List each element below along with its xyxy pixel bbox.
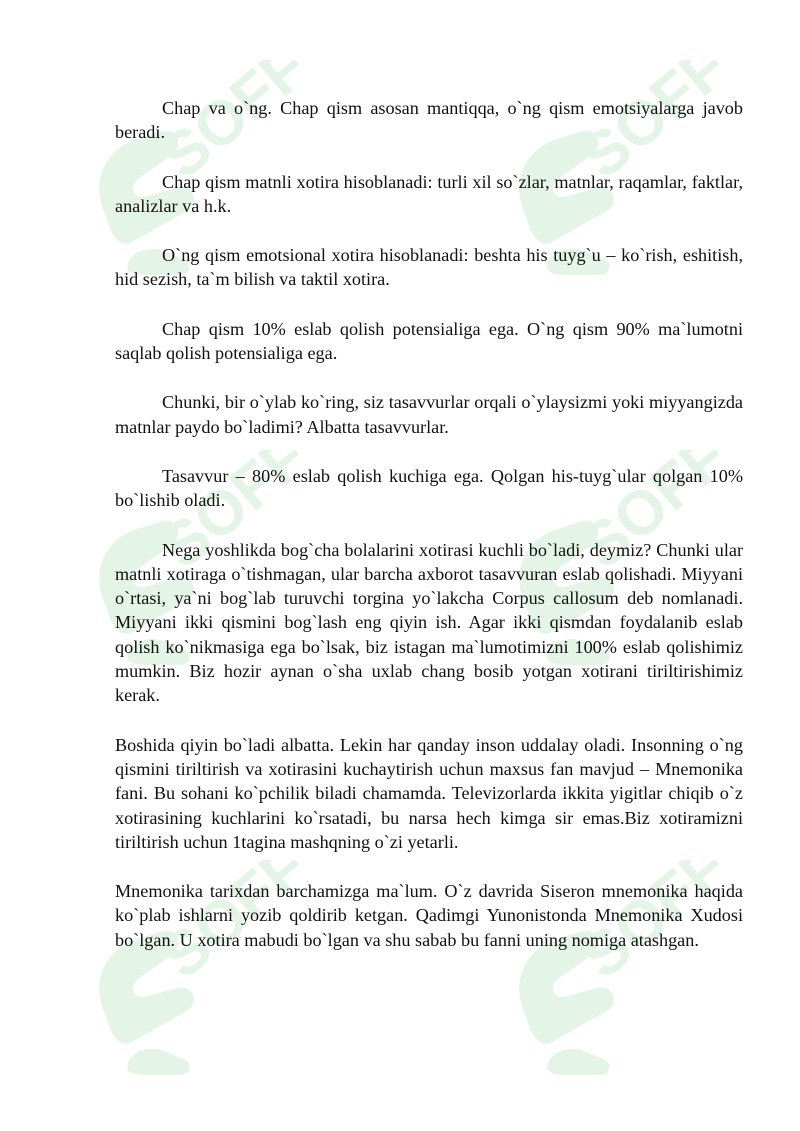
paragraph-9: Mnemonika tarixdan barchamizga ma`lum. O`z davrida Siseron mnemonika haqida ko`plab ishlarni yozib qoldirib ketgan. Qadimgi Yunonistonda Mnemonika Xudosi bo`lgan. U xotira mabudi bo`lgan va shu sabab bu fanni uning nomiga atashgan.: [115, 881, 743, 950]
paragraph-6: Tasavvur – 80% eslab qolish kuchiga ega. Qolgan his-tuyg`ular qolgan 10% bo`lishib oladi.: [115, 465, 743, 511]
paragraph-7: Nega yoshlikda bog`cha bolalarini xotirasi kuchli bo`ladi, deymiz? Chunki ular matnli xotiraga o`tishmagan, ular barcha axborot tasavvuran eslab qolishadi. Miyyani o`rtasi, ya`ni bog`lab turuvchi torgina yo`lakcha Corpus callosum deb nomlanadi. Miyyani ikki qismini bog`lash eng qiyin ish. Agar ikki qismdan foydalanib eslab qolish ko`nikmasiga ega bo`lsak, biz istagan ma`lumotimizni 100% eslab qolishimiz mumkin. Biz hozir aynan o`sha uxlab chang bosib yotgan xotirani tiriltirishimiz kerak.: [115, 539, 743, 706]
paragraph-5: Chunki, bir o`ylab ko`ring, siz tasavvurlar orqali o`ylaysizmi yoki miyyangizda matnlar paydo bo`ladimi? Albatta tasavvurlar.: [115, 392, 743, 437]
paragraph-3: O`ng qism emotsional xotira hisoblanadi: beshta his tuyg`u – ko`rish, eshitish, hid sezish, ta`m bilish va taktil xotira.: [115, 245, 743, 290]
paragraph-8: Boshida qiyin bo`ladi albatta. Lekin har qanday inson uddalay oladi. Insonning o`ng qismini tiriltirish va xotirasini kuchaytirish uchun maxsus fan mavjud – Mnemonika fani. Bu sohani ko`pchilik biladi chamamda. Televizorlarda ikkita yigitlar chiqib o`z xotirasining kuchlarini ko`rsatadi, bu narsa hech kimga sir emas.Biz xotiramizni tiriltirish uchun 1tagina mashqning o`zi yetarli.: [115, 734, 743, 852]
paragraph-1: Chap va o`ng. Chap qism asosan mantiqqa, o`ng qism emotsiyalarga javob beradi.: [115, 98, 743, 143]
document-body: [115, 96, 743, 977]
paragraph-4: Chap qism 10% eslab qolish potensialiga ega. O`ng qism 90% ma`lumotni saqlab qolish potensialiga ega.: [115, 318, 743, 364]
paragraph-2: Chap qism matnli xotira hisoblanadi: turli xil so`zlar, matnlar, raqamlar, faktlar, analizlar va h.k.: [115, 171, 743, 216]
